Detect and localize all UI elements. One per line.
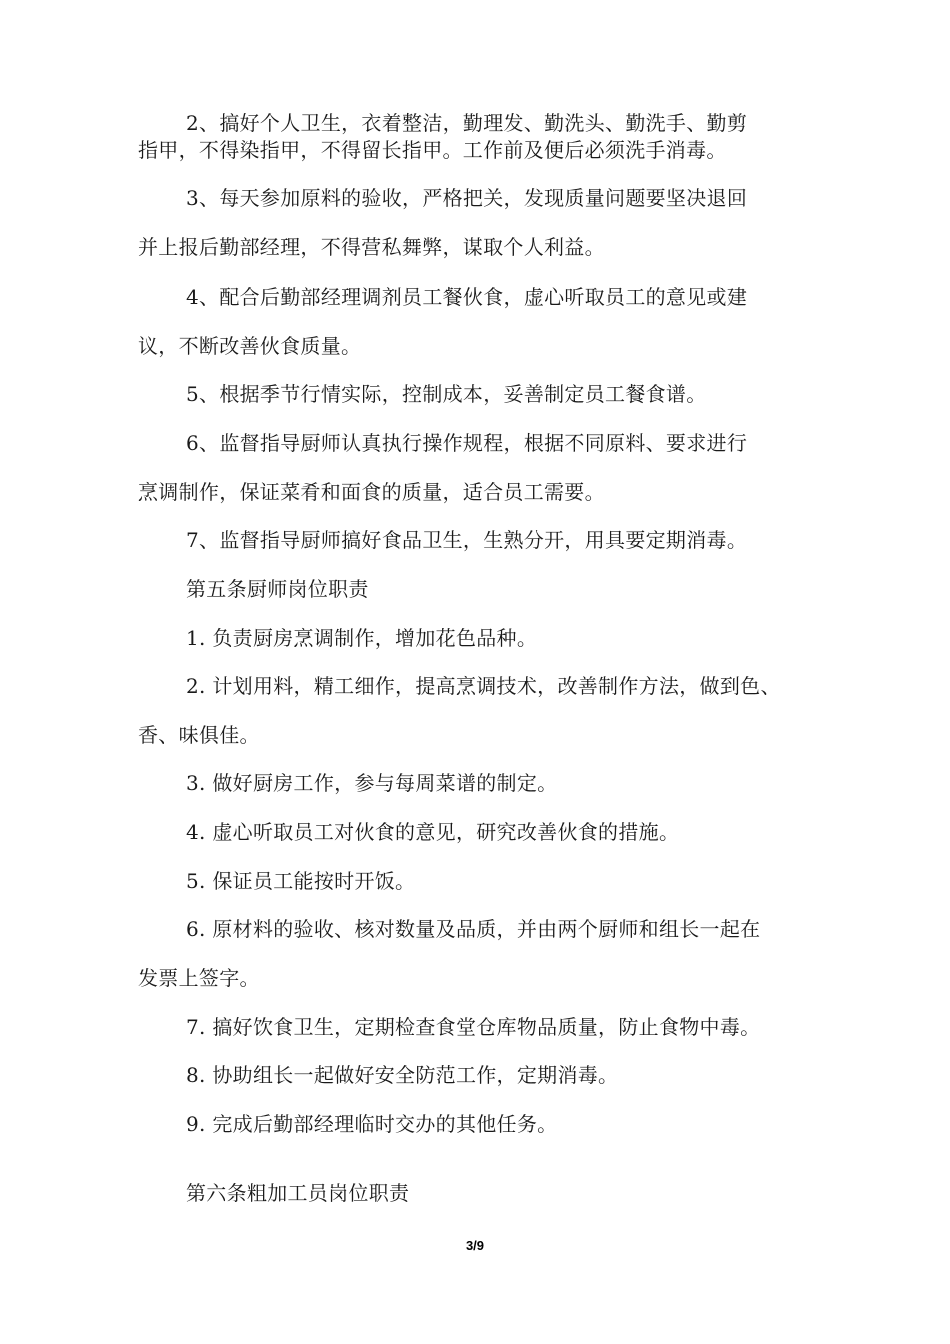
text-line: 议，不断改善伙食质量。 (138, 334, 362, 358)
text-line: 7、监督指导厨师搞好食品卫生，生熟分开，用具要定期消毒。 (186, 528, 748, 552)
text-line: 6、监督指导厨师认真执行操作规程，根据不同原料、要求进行 (186, 431, 748, 455)
text-line: 2. 计划用料，精工细作，提高烹调技术，改善制作方法，做到色、 (186, 674, 781, 698)
section-heading: 第六条粗加工员岗位职责 (186, 1181, 410, 1205)
text-line: 1. 负责厨房烹调制作，增加花色品种。 (186, 626, 538, 650)
text-line: 8. 协助组长一起做好安全防范工作，定期消毒。 (186, 1063, 619, 1087)
text-line: 3. 做好厨房工作，参与每周菜谱的制定。 (186, 771, 558, 795)
text-line: 烹调制作，保证菜肴和面食的质量，适合员工需要。 (138, 480, 605, 504)
text-line: 3、每天参加原料的验收，严格把关，发现质量问题要坚决退回 (186, 186, 748, 210)
text-line: 并上报后勤部经理，不得营私舞弊，谋取个人利益。 (138, 235, 605, 259)
text-line: 5、根据季节行情实际，控制成本，妥善制定员工餐食谱。 (186, 382, 707, 406)
text-line: 7. 搞好饮食卫生，定期检查食堂仓库物品质量，防止食物中毒。 (186, 1015, 761, 1039)
text-line: 香、味俱佳。 (138, 723, 260, 747)
page-number: 3/9 (465, 1238, 485, 1253)
text-line: 5. 保证员工能按时开饭。 (186, 869, 416, 893)
text-line: 4、配合后勤部经理调剂员工餐伙食，虚心听取员工的意见或建 (186, 285, 748, 309)
text-line: 指甲，不得染指甲，不得留长指甲。工作前及便后必须洗手消毒。 (138, 138, 727, 162)
text-line: 9. 完成后勤部经理临时交办的其他任务。 (186, 1112, 558, 1136)
section-heading: 第五条厨师岗位职责 (186, 577, 369, 601)
text-line: 发票上签字。 (138, 966, 260, 990)
text-line: 6. 原材料的验收、核对数量及品质，并由两个厨师和组长一起在 (186, 917, 761, 941)
text-line: 2、搞好个人卫生，衣着整洁，勤理发、勤洗头、勤洗手、勤剪 (186, 111, 748, 135)
text-line: 4. 虚心听取员工对伙食的意见，研究改善伙食的措施。 (186, 820, 680, 844)
